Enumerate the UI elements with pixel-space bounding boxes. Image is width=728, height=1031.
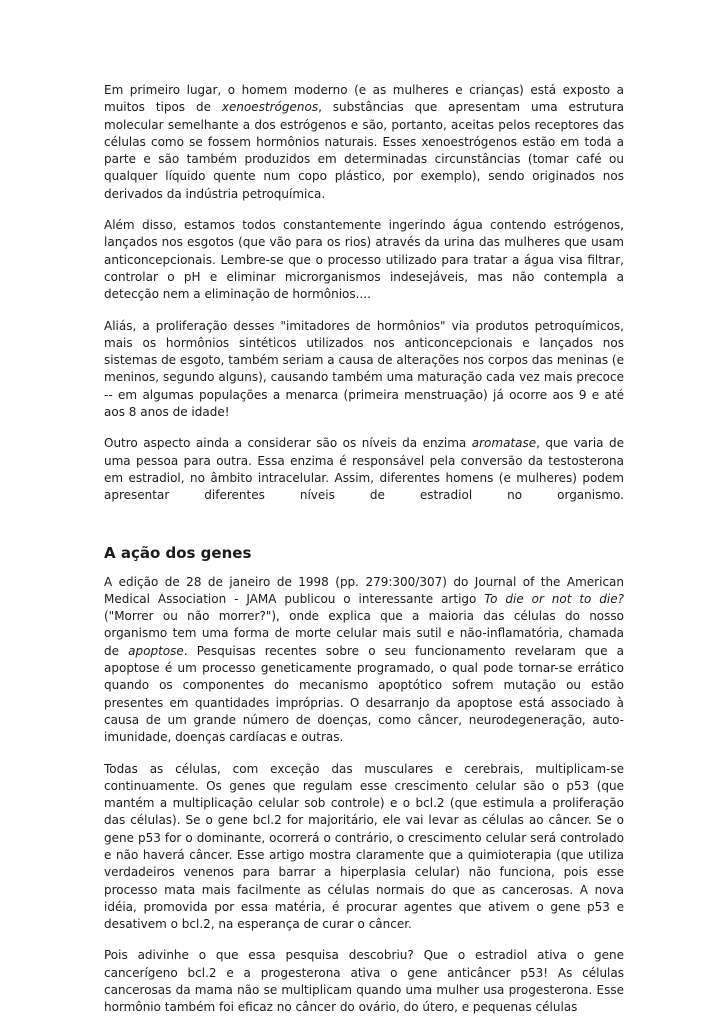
- paragraph-jama-apoptose: [104, 574, 624, 747]
- paragraph-proliferacao: Aliás, a proliferação desses "imitadores de hormônios" via produtos petroquímicos, mais os hormônios sintéticos utilizados nos anticoncepcionais e lançados nos sistemas de esgoto, também seriam a causa de alterações nos corpos das meninas (e meninos, segundo alguns), causando também uma maturação cada vez mais precoce -- em algumas populações a menarca (primeira menstruação) já ocorre aos 9 e até aos 8 anos de idade!: [104, 318, 624, 420]
- italic-article-title: To die or not to die?: [484, 591, 624, 606]
- text-run: A edição de 28 de janeiro de 1998 (pp. 279:300/307) do Journal of the American Medical Association - JAMA publicou o interessante artigo: [104, 574, 624, 606]
- italic-term: apoptose: [128, 643, 184, 658]
- paragraph-aromatase: [104, 435, 624, 504]
- document-page: [104, 82, 624, 1031]
- paragraph-agua-estrogenos: Além disso, estamos todos constantemente ingerindo água contendo estrógenos, lançados nos esgotos (que vão para os rios) através da urina das mulheres que usam anticoncepcionais. Lembre-se que o processo utilizado para tratar a água visa filtrar, controlar o pH e eliminar microrganismos indesejáveis, mas não contempla a detecção nem a eliminação de hormônios....: [104, 218, 624, 302]
- paragraph-estradiol-progesterona: Pois adivinhe o que essa pesquisa descobriu? Que o estradiol ativa o gene cancerígeno bcl.2 e a progesterona ativa o gene anticâncer p53! As células cancerosas da mama não se multiplicam quando uma mulher usa progesterona. Esse hormônio também foi eficaz no câncer do ovário, do útero, e pequenas células: [104, 948, 624, 1015]
- paragraph-xenoestrogenos: [104, 82, 624, 203]
- text-run: , substâncias que apresentam uma estrutura molecular semelhante a dos estrógenos e são, portanto, aceitas pelos receptores das células como se fossem hormônios naturais. Esses xenoestrógenos estão em toda a parte e são também produzidos em determinadas circunstâncias (tomar café ou qualquer líquido quente num copo plástico, por exemplo), sendo originados nos derivados da indústria petroquímica.: [104, 100, 625, 201]
- section-heading: A ação dos genes: [104, 543, 252, 562]
- text-run: . Pesquisas recentes sobre o seu funcionamento revelaram que a apoptose é um processo geneticamente programado, o qual pode tornar-se errático quando os componentes do mecanismo apoptótico sofrem mutação ou estão presentes em quantidades impróprias. O desarranjo da apoptose está associado à causa de um grande número de doenças, como câncer, neurodegeneração, auto-imunidade, doenças cardíacas e outras.: [104, 643, 624, 745]
- text-run: Outro aspecto ainda a considerar são os níveis da enzima: [104, 436, 472, 451]
- italic-term: aromatase: [471, 436, 537, 451]
- text-run: , que varia de uma pessoa para outra. Essa enzima é responsável pela conversão da testosterona em estradiol, no âmbito intracelular. Assim, diferentes homens (e mulheres) podem apresentar diferentes níveis de estradiol no organismo.: [104, 436, 624, 503]
- italic-term: xenoestrógenos: [221, 100, 319, 115]
- paragraph-genes-p53-bcl2: Todas as células, com exceção das musculares e cerebrais, multiplicam-se continuamente. Os genes que regulam esse crescimento celular são o p53 (que mantém a multiplicação celular sob controle) e o bcl.2 (que estimula a proliferação das células). Se o gene bcl.2 for majoritário, ele vai levar as células ao câncer. Se o gene p53 for o dominante, ocorrerá o contrário, o crescimento celular será controlado e não haverá câncer. Esse artigo mostra claramente que a quimioterapia (que utiliza verdadeiros venenos para barrar a hiperplasia celular) não funciona, pois esse processo mata mais facilmente as células normais do que as cancerosas. A nova idéia, promovida por essa matéria, é procurar agentes que ativem o gene p53 e desativem o bcl.2, na esperança de curar o câncer.: [104, 761, 624, 932]
- text-run: Em primeiro lugar, o homem moderno (e as mulheres e crianças) está exposto a muitos tipos de: [104, 83, 624, 115]
- text-run: ("Morrer ou não morrer?"), onde explica que a maioria das células do nosso organismo tem uma forma de morte celular mais sutil e não-inflamatória, chamada de: [104, 609, 624, 658]
